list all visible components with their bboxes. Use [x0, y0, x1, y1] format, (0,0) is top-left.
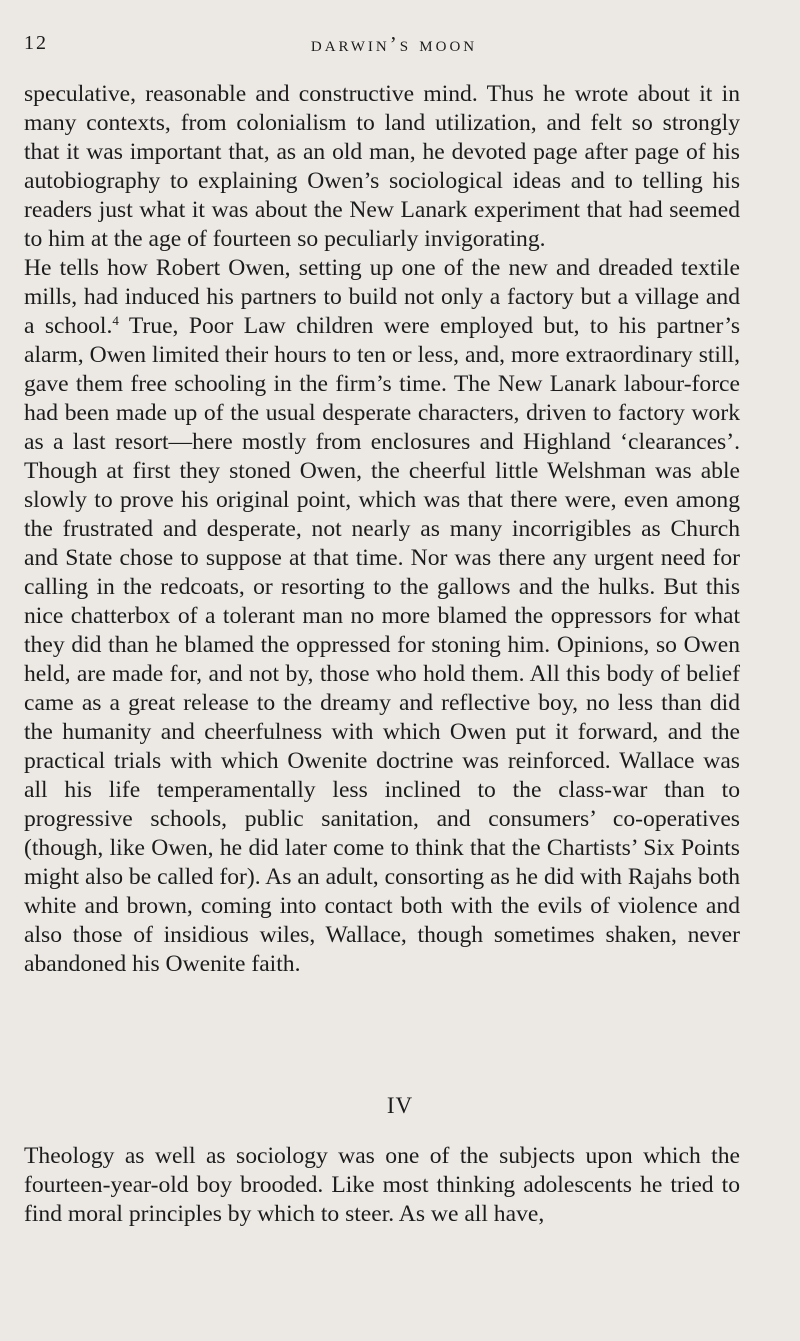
- section-paragraph: Theology as well as sociology was one of the subjects upon which the fourteen-year-old boy brooded. Like most thinking adolescents he tried to find moral principles by which to steer. As we all have,: [24, 1143, 740, 1227]
- running-head: [24, 32, 764, 58]
- section-heading: IV: [386, 1093, 414, 1118]
- paragraph-2-rest: True, Poor Law children were employed but, to his partner’s alarm, Owen limited their hours to ten or less, and, more extraordinary still, gave them free schooling in the firm’s time. The New Lanark labour-force had been made up of the usual desperate characters, driven to factory work as a last resort—here mostly from enclosures and Highland ‘clearances’. Though at first they stoned Owen, the cheerful little Welshman was able slowly to prove his original point, which was that there were, even among the frustrated and desperate, not nearly as many incorrigibles as Church and State chose to suppose at that time. Nor was there any urgent need for calling in the redcoats, or resorting to the gallows and the hulks. But this nice chatterbox of a tolerant man no more blamed the oppressors for what they did than he blamed the oppressed for stoning him. Opinions, so Owen held, are made for, and not by, those who hold them. All this body of belief came as a great release to the dreamy and reflective boy, no less than did the humanity and cheerfulness with which Owen put it forward, and the practical trials with which Owenite doctrine was reinforced. Wallace was all his life temperamentally less inclined to the class-war than to progressive schools, public sanitation, and consumers’ co-operatives (though, like Owen, he did later come to think that the Chartists’ Six Points might also be called for). As an adult, consorting as he did with Rajahs both white and brown, coming into contact both with the evils of violence and also those of insidious wiles, Wallace, though sometimes shaken, never abandoned his Owenite faith.: [24, 313, 740, 977]
- paragraph-1: speculative, reasonable and constructive mind. Thus he wrote about it in many contexts, from colonialism to land utilization, and felt so strongly that it was important that, as an old man, he devoted page after page of his autobiography to explaining Owen’s sociological ideas and to telling his readers just what it was about the New Lanark experiment that had seemed to him at the age of fourteen so peculiarly invigorating.: [24, 81, 740, 252]
- running-title: darwin’s moon: [310, 32, 478, 56]
- page-number: 12: [24, 32, 48, 54]
- section-body: [24, 1142, 740, 1229]
- paragraph-2-start: He tells how Robert Owen, setting up one of the new and dreaded textile mills, had induced his partners to build not only a factory but a village and a school.: [24, 255, 740, 339]
- body-text: [24, 80, 740, 979]
- footnote-marker[interactable]: 4: [112, 313, 119, 328]
- paragraph-2: [24, 254, 740, 979]
